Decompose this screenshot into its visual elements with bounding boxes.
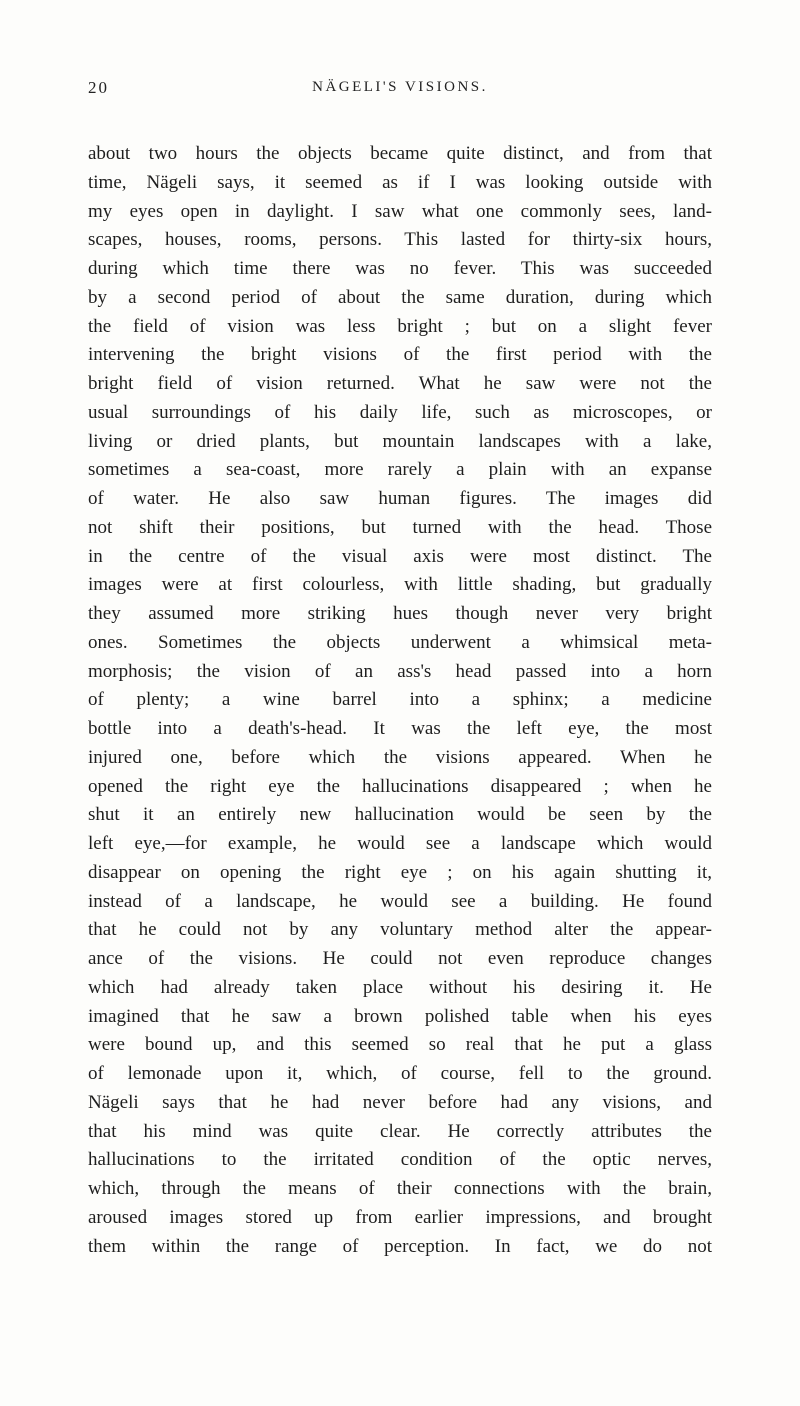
running-title: NÄGELI'S VISIONS.	[312, 79, 488, 95]
text-line: scapes, houses, rooms, persons. This lasted for thirty-six hours,	[88, 229, 712, 251]
text-line: which, through the means of their connections with the brain,	[88, 1178, 712, 1199]
text-line: time, Nägeli says, it seemed as if I was looking outside with	[88, 171, 712, 193]
page-body-text	[88, 140, 712, 1261]
text-line: ance of the visions. He could not even reproduce changes	[88, 948, 712, 969]
text-line: not shift their positions, but turned with the head. Those	[88, 516, 712, 538]
page-number: 20	[88, 78, 109, 97]
text-line: about two hours the objects became quite distinct, and from that	[88, 143, 712, 164]
text-line: injured one, before which the visions appeared. When he	[88, 746, 712, 768]
text-line: of water. He also saw human figures. The images did	[88, 488, 712, 509]
text-line: morphosis; the vision of an ass's head passed into a horn	[88, 660, 712, 682]
text-line: of plenty; a wine barrel into a sphinx; a medicine	[88, 689, 712, 711]
text-line: opened the right eye the hallucinations disappeared ; when he	[88, 775, 712, 797]
text-line: aroused images stored up from earlier impressions, and brought	[88, 1206, 712, 1228]
text-line: were bound up, and this seemed so real that he put a glass	[88, 1034, 712, 1056]
text-line: images were at first colourless, with little shading, but gradually	[88, 574, 712, 596]
text-line: bright field of vision returned. What he saw were not the	[88, 373, 712, 394]
text-line: ones. Sometimes the objects underwent a whimsical meta-	[88, 631, 712, 653]
text-line: sometimes a sea-coast, more rarely a plain with an expanse	[88, 459, 712, 481]
text-line: imagined that he saw a brown polished table when his eyes	[88, 1005, 712, 1027]
page-header	[88, 76, 712, 102]
text-line: that he could not by any voluntary method alter the appear-	[88, 919, 712, 941]
text-line: intervening the bright visions of the first period with the	[88, 344, 712, 366]
text-line: they assumed more striking hues though never very bright	[88, 603, 712, 624]
text-line: instead of a landscape, he would see a building. He found	[88, 890, 712, 912]
text-line: living or dried plants, but mountain landscapes with a lake,	[88, 430, 712, 452]
text-line: during which time there was no fever. This was succeeded	[88, 258, 712, 279]
text-line: the field of vision was less bright ; but on a slight fever	[88, 315, 712, 337]
text-line: which had already taken place without his desiring it. He	[88, 976, 712, 998]
text-line: my eyes open in daylight. I saw what one commonly sees, land-	[88, 200, 712, 222]
text-line: of lemonade upon it, which, of course, fell to the ground.	[88, 1063, 712, 1084]
text-line: by a second period of about the same duration, during which	[88, 286, 712, 308]
text-line: Nägeli says that he had never before had any visions, and	[88, 1091, 712, 1113]
text-line: shut it an entirely new hallucination would be seen by the	[88, 804, 712, 826]
text-line: in the centre of the visual axis were most distinct. The	[88, 545, 712, 567]
text-line: disappear on opening the right eye ; on his again shutting it,	[88, 861, 712, 883]
text-line: hallucinations to the irritated condition of the optic nerves,	[88, 1149, 712, 1171]
text-line: bottle into a death's-head. It was the left eye, the most	[88, 718, 712, 739]
text-line: usual surroundings of his daily life, such as microscopes, or	[88, 401, 712, 423]
text-line: left eye,—for example, he would see a landscape which would	[88, 833, 712, 854]
text-line: them within the range of perception. In fact, we do not	[88, 1235, 712, 1257]
text-line: that his mind was quite clear. He correctly attributes the	[88, 1120, 712, 1142]
